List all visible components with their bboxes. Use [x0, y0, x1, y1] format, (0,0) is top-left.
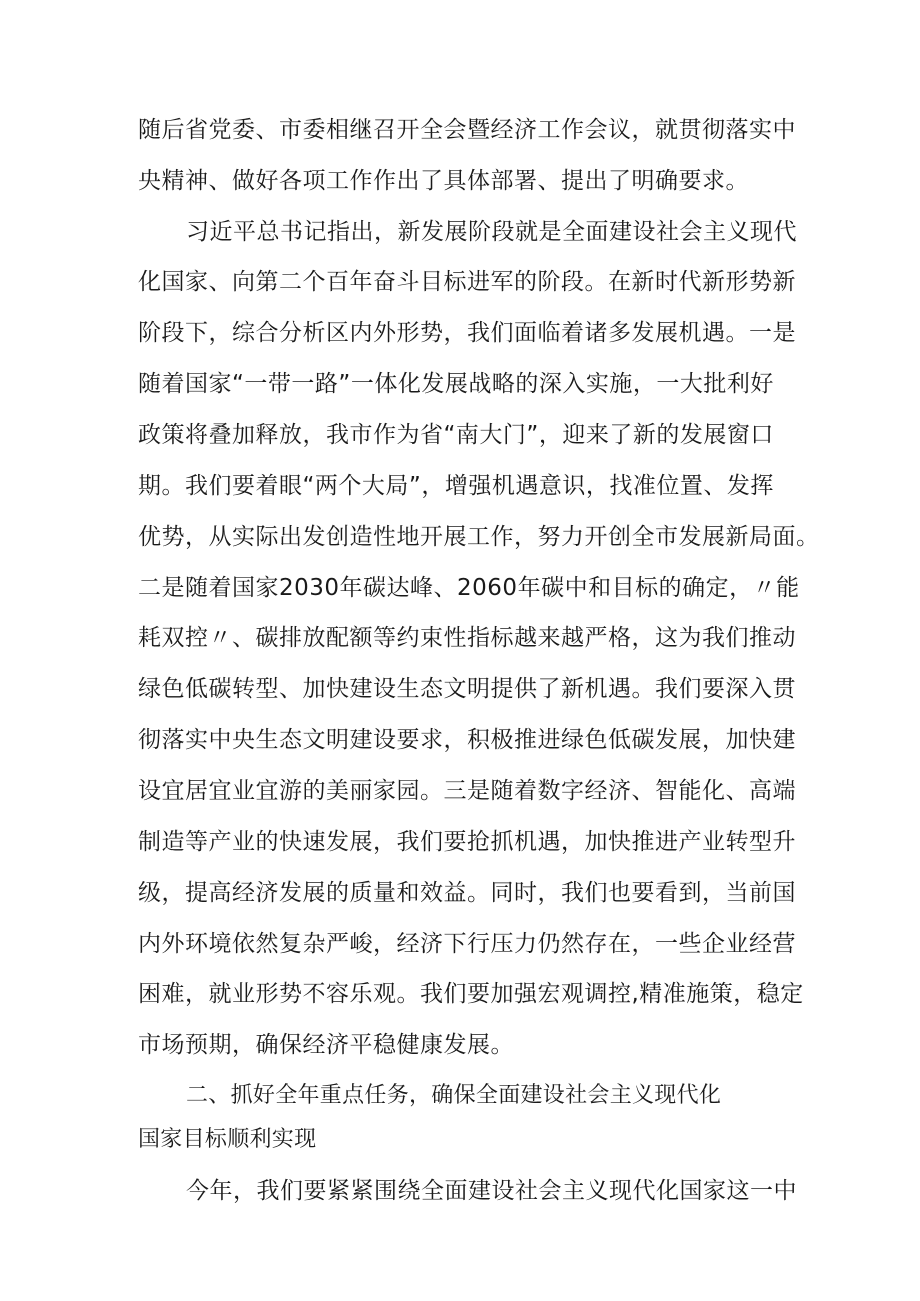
text-line: 二是随着国家2030年碳达峰、2060年碳中和目标的确定，〃能 [138, 575, 800, 601]
section-heading: 二、抓好全年重点任务，确保全面建设社会主义现代化 [186, 1083, 722, 1108]
section-heading-continued: 国家目标顺利实现 [138, 1127, 317, 1152]
text-line: 困难，就业形势不容乐观。我们要加强宏观调控,精准施策，稳定 [138, 981, 804, 1007]
text-line: 期。我们要着眼“两个大局”，增强机遇意识，找准位置、发挥 [138, 473, 774, 499]
text-line: 随着国家“一带一路”一体化发展战略的深入实施，一大批利好 [138, 371, 774, 397]
text-line: 市场预期，确保经济平稳健康发展。 [138, 1032, 514, 1058]
paragraph-start-line: 习近平总书记指出，新发展阶段就是全面建设社会主义现代 [186, 219, 797, 245]
text-line: 级，提高经济发展的质量和效益。同时，我们也要看到，当前国 [138, 880, 796, 906]
text-line: 制造等产业的快速发展，我们要抢抓机遇，加快推进产业转型升 [138, 829, 796, 855]
text-line: 阶段下，综合分析区内外形势，我们面临着诸多发展机遇。一是 [138, 320, 796, 346]
text-line: 随后省党委、市委相继召开全会暨经济工作会议，就贯彻落实中 [138, 117, 796, 143]
text-line: 央精神、做好各项工作作出了具体部署、提出了明确要求。 [138, 168, 749, 194]
text-line: 内外环境依然复杂严峻，经济下行压力仍然存在，一些企业经营 [138, 931, 796, 957]
text-line: 政策将叠加释放，我市作为省“南大门”，迎来了新的发展窗口 [138, 422, 774, 448]
text-line: 彻落实中央生态文明建设要求，积极推进绿色低碳发展，加快建 [138, 727, 796, 753]
paragraph-start-line: 今年，我们要紧紧围绕全面建设社会主义现代化国家这一中 [186, 1178, 797, 1204]
text-line: 化国家、向第二个百年奋斗目标进军的阶段。在新时代新形势新 [138, 269, 796, 295]
text-line: 优势，从实际出发创造性地开展工作，努力开创全市发展新局面。 [138, 524, 820, 550]
text-line: 绿色低碳转型、加快建设生态文明提供了新机遇。我们要深入贯 [138, 676, 796, 702]
text-line: 耗双控〃、碳排放配额等约束性指标越来越严格，这为我们推动 [138, 625, 796, 651]
text-line: 设宜居宜业宜游的美丽家园。三是随着数字经济、智能化、高端 [138, 778, 796, 804]
